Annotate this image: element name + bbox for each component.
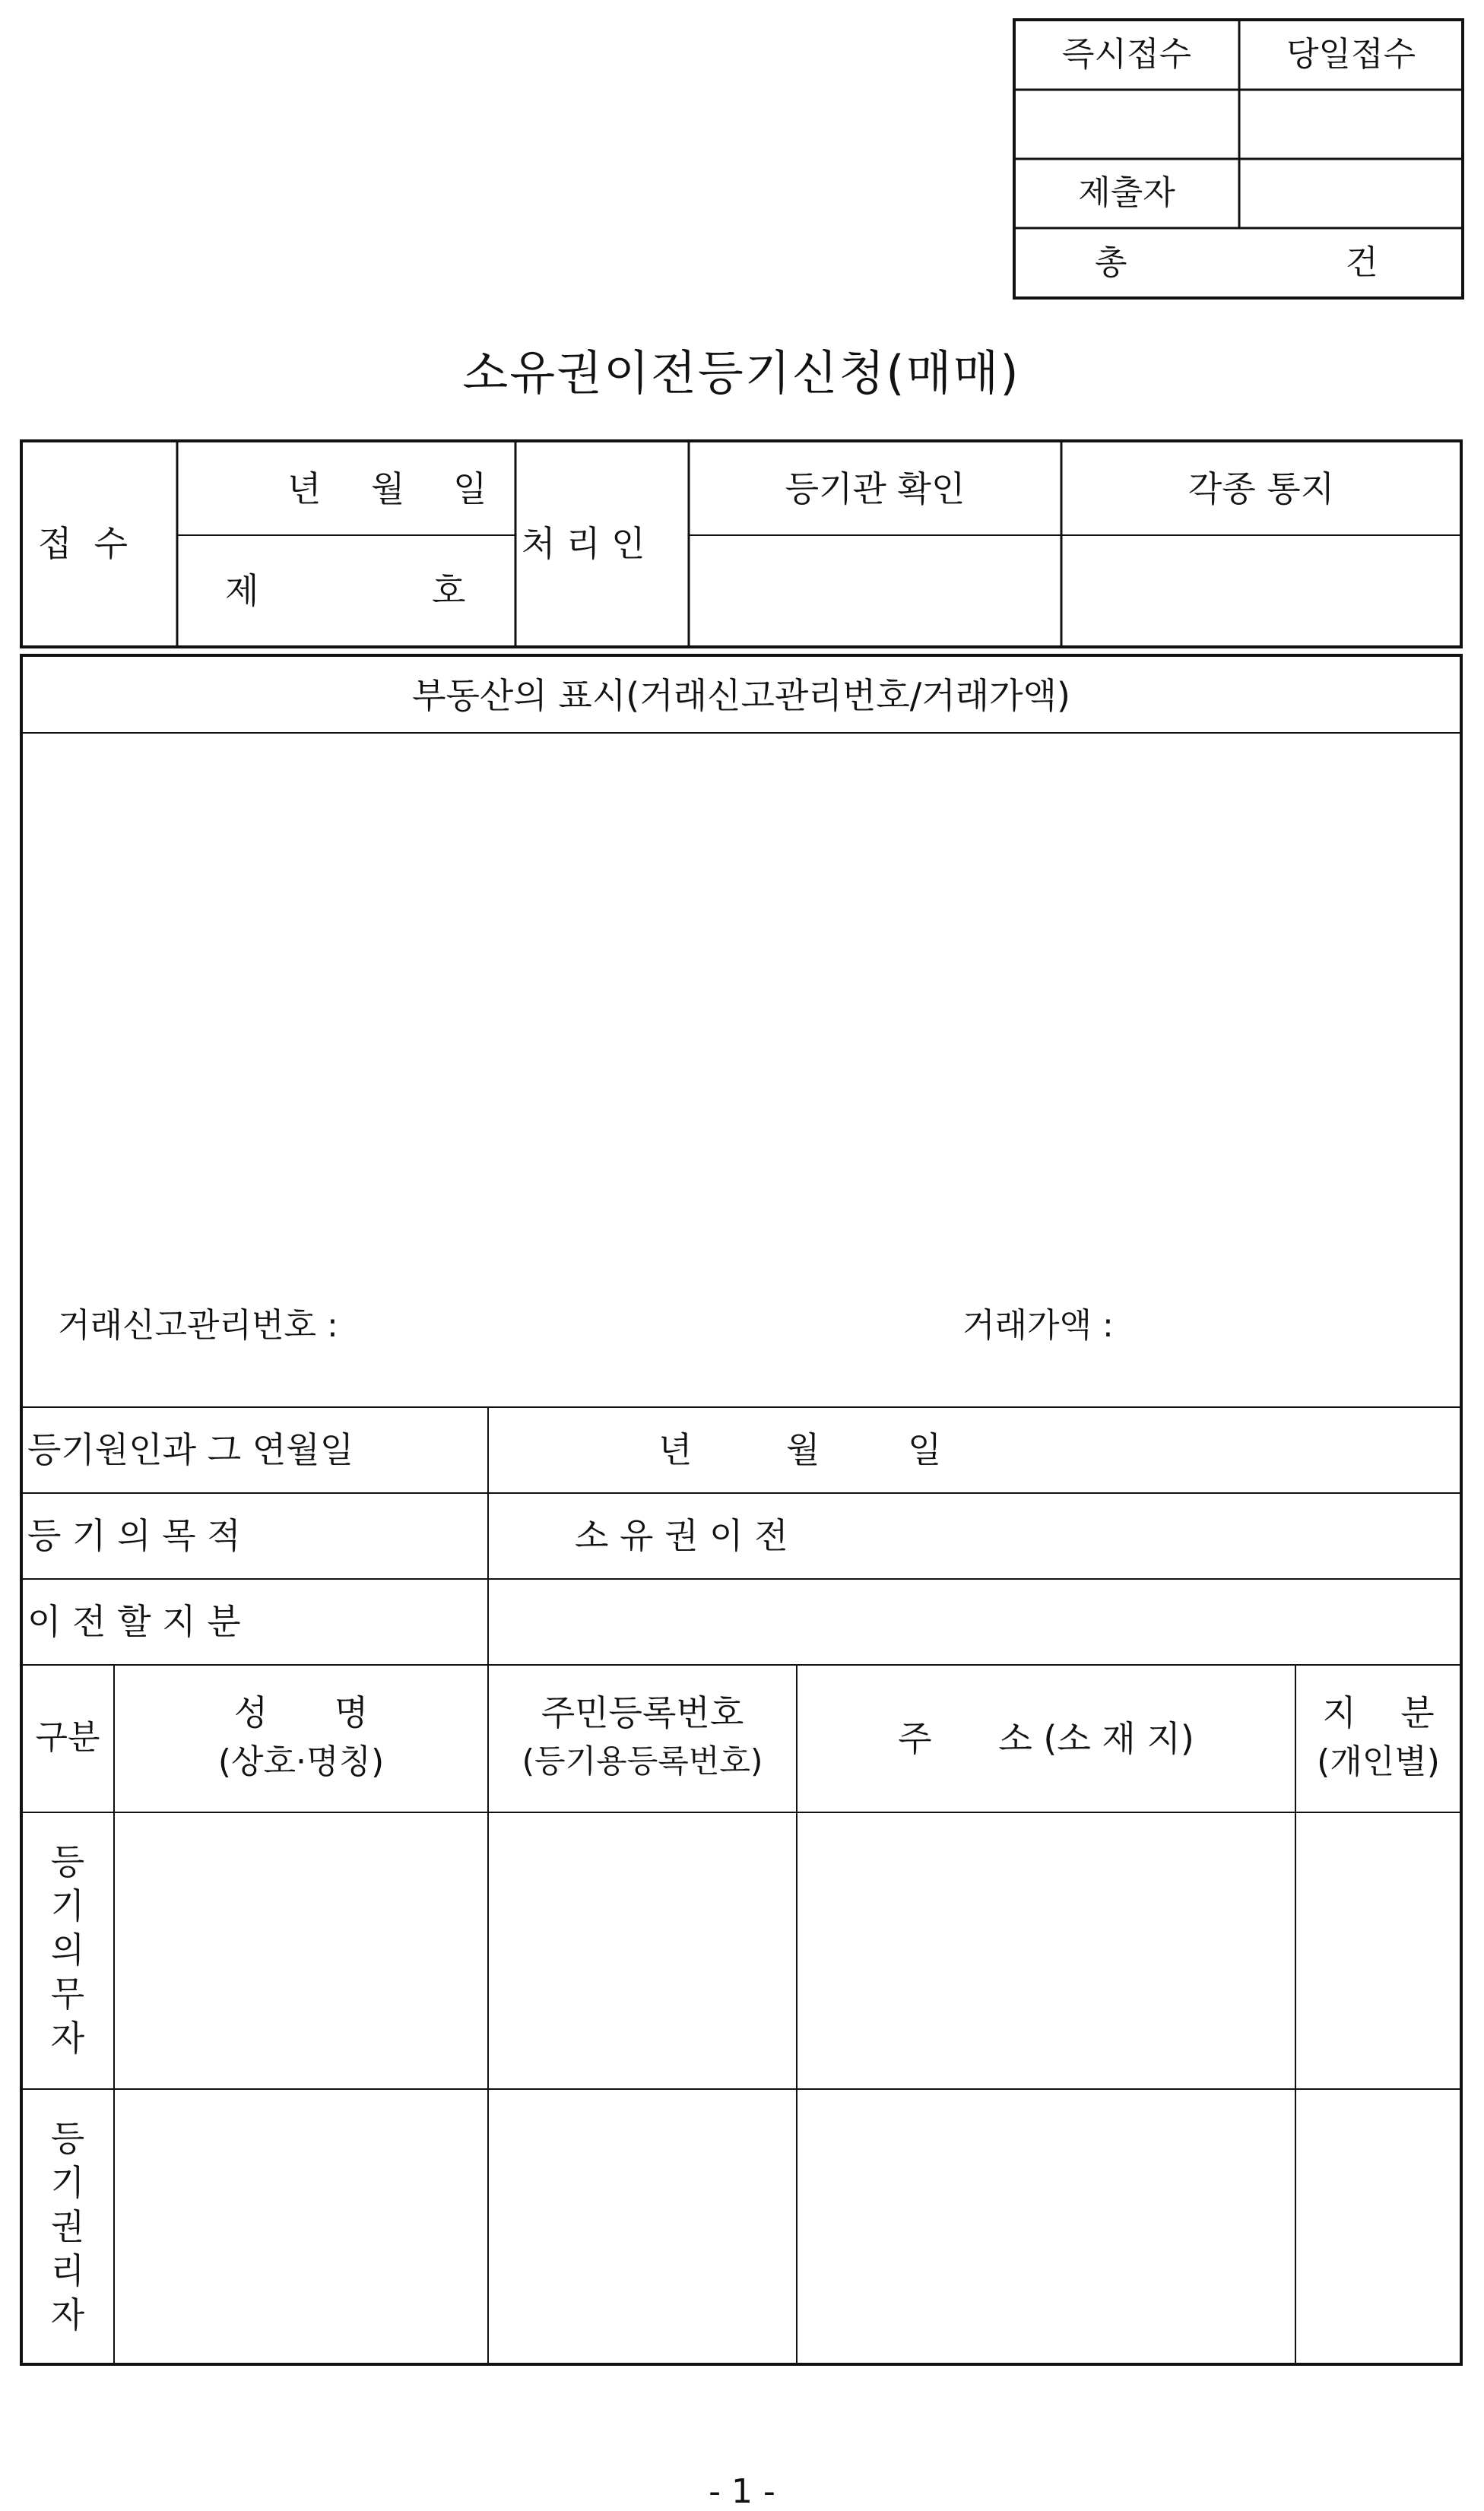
receipt-immediate-input[interactable] [1016, 91, 1238, 157]
receipt-submitter-input[interactable] [1241, 160, 1461, 227]
notices-label: 각종 통지 [1188, 468, 1335, 509]
receipt-submitter-label: 제출자 [1078, 173, 1175, 212]
cause-month: 월 [786, 1429, 820, 1470]
col-share-header: 지 분 [1322, 1692, 1435, 1733]
property-header: 부동산의 표시(거래신고관리번호/거래가액) [412, 675, 1070, 716]
cause-day: 일 [908, 1429, 942, 1470]
transfer-share-label: 이 전 할 지 분 [27, 1601, 241, 1642]
right-holder-char: 리 [50, 2250, 85, 2291]
reception-year: 년 [287, 468, 322, 509]
receipt-immediate-label: 즉시접수 [1061, 35, 1191, 74]
registrar-confirm-label: 등기관 확인 [785, 468, 966, 509]
obligor-char: 자 [50, 2018, 85, 2059]
right-holder-id-input[interactable] [490, 2091, 795, 2363]
receipt-count-unit: 건 [1346, 243, 1378, 282]
col-type-header: 구분 [35, 1718, 100, 1757]
col-share-subheader: (개인별) [1317, 1742, 1440, 1781]
obligor-char: 무 [50, 1974, 85, 2015]
right-holder-char: 등 [50, 2118, 85, 2159]
obligor-address-input[interactable] [798, 1814, 1294, 2088]
reception-number-suffix: 호 [432, 570, 466, 611]
transfer-share-input[interactable] [490, 1580, 1460, 1663]
property-description-area[interactable] [23, 734, 1460, 1282]
obligor-char: 등 [50, 1841, 85, 1882]
col-id-subheader: (등기용등록번호) [522, 1742, 763, 1780]
receipt-total-label: 총 [1095, 243, 1127, 282]
right-holder-char: 권 [50, 2206, 85, 2247]
trade-report-number-label: 거래신고관리번호 : [58, 1306, 338, 1345]
obligor-share-input[interactable] [1297, 1814, 1460, 2088]
col-name-subheader: (상호·명칭) [217, 1742, 385, 1781]
page-number: - 1 - [709, 2472, 775, 2511]
right-holder-char: 기 [50, 2162, 85, 2203]
reception-handler-label: 처 리 인 [522, 523, 645, 564]
receipt-same-day-input[interactable] [1241, 91, 1461, 157]
trade-price-label: 거래가액 : [962, 1306, 1114, 1345]
right-holder-address-input[interactable] [798, 2091, 1294, 2363]
form-title: 소유권이전등기신청(매매) [462, 345, 1020, 401]
col-name-header: 성 명 [233, 1692, 369, 1733]
right-holder-share-input[interactable] [1297, 2091, 1460, 2363]
obligor-label [21, 1840, 114, 2060]
registration-cause-label: 등기원인과 그 연월일 [27, 1429, 354, 1470]
obligor-char: 기 [50, 1885, 85, 1926]
registration-purpose-label: 등 기 의 목 적 [27, 1515, 241, 1556]
cause-year: 년 [658, 1429, 693, 1470]
obligor-id-input[interactable] [490, 1814, 795, 2088]
registrar-confirm-input[interactable] [690, 537, 1060, 645]
obligor-name-input[interactable] [116, 1814, 487, 2088]
notices-input[interactable] [1063, 537, 1460, 645]
right-holder-label [21, 2116, 114, 2337]
receipt-same-day-label: 당일접수 [1286, 35, 1416, 74]
col-address-header: 주 소 (소 재 지) [898, 1718, 1194, 1759]
col-id-header: 주민등록번호 [541, 1692, 744, 1733]
reception-label: 접 수 [38, 523, 128, 564]
reception-month: 월 [371, 468, 405, 509]
reception-number-prefix: 제 [225, 570, 259, 611]
reception-day: 일 [453, 468, 487, 509]
registration-purpose-value: 소 유 권 이 전 [575, 1515, 788, 1556]
right-holder-name-input[interactable] [116, 2091, 487, 2363]
right-holder-char: 자 [50, 2294, 85, 2335]
obligor-char: 의 [50, 1929, 85, 1970]
